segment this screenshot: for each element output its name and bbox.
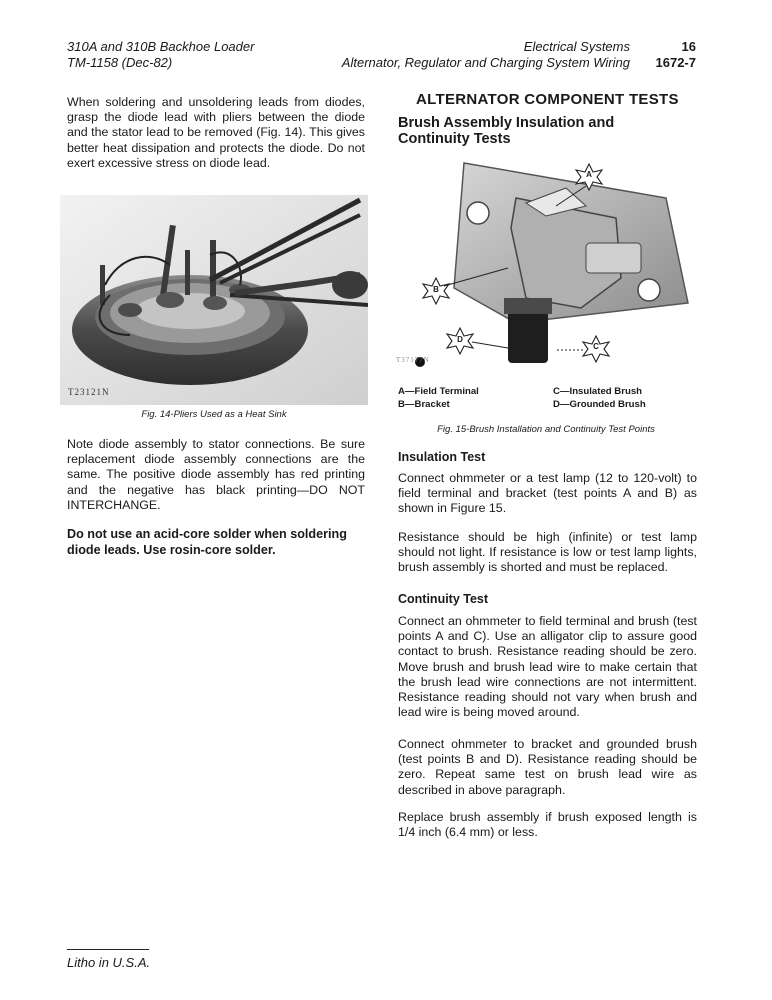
legend-d: D—Grounded Brush (553, 399, 646, 410)
continuity-paragraph-3: Replace brush assembly if brush exposed length is 1/4 inch (6.4 mm) or less. (398, 810, 697, 840)
continuity-paragraph-1: Connect an ohmmeter to field terminal and brush (test points A and C). Use an alligator clip to assure good contact to brush. Resistance reading should be zero. Move brush and brush lead wire to make certain that the brush lead wire connections are not intermittent. Resistance reading should not vary when brush and lead wire is being moved around. (398, 614, 697, 720)
main-heading: ALTERNATOR COMPONENT TESTS (416, 91, 679, 108)
header-model: 310A and 310B Backhoe Loader (67, 39, 255, 54)
section-number: 1672-7 (655, 55, 696, 70)
figure-15-caption: Fig. 15-Brush Installation and Continuity Test Points (437, 424, 655, 435)
continuity-paragraph-2: Connect ohmmeter to bracket and grounded brush (test points B and D). Resistance reading should be zero. Repeat same test on brush lead wire as described in above paragraph. (398, 737, 697, 797)
legend-b: B—Bracket (398, 399, 450, 410)
header-section-title: Electrical Systems (523, 39, 630, 54)
header-manual-id: TM-1158 (Dec-82) (67, 55, 173, 70)
callout-b: B (433, 285, 439, 294)
insulation-paragraph-2: Resistance should be high (infinite) or test lamp should not light. If resistance is low or test lamp lights, brush assembly is shorted and must be replaced. (398, 530, 697, 575)
legend-a: A—Field Terminal (398, 386, 479, 397)
note-paragraph: Note diode assembly to stator connections. Be sure replacement diode assembly connections are the same. The positive diode assembly has red printing and the negative has black printing—DO NOT INTERCHANGE. (67, 437, 365, 512)
callout-c: C (593, 342, 599, 351)
figure-14-caption: Fig. 14-Pliers Used as a Heat Sink (141, 409, 287, 420)
page-number: 16 (681, 39, 696, 54)
figure-14-photo (60, 195, 368, 405)
insulation-paragraph-1: Connect ohmmeter or a test lamp (12 to 120-volt) to field terminal and bracket (test points A and B) as shown in Figure 15. (398, 471, 697, 516)
footer-litho: Litho in U.S.A. (67, 955, 151, 970)
header-section-subtitle: Alternator, Regulator and Charging System Wiring (341, 55, 630, 70)
figure-15-photo-id: T37177N (396, 356, 430, 364)
callout-layer (396, 158, 696, 380)
callout-a: A (586, 170, 592, 179)
callout-d: D (457, 335, 463, 344)
footer-rule (67, 949, 149, 950)
stator-diode-pliers-illustration (60, 195, 368, 405)
sub-heading: Brush Assembly Insulation and Continuity Tests (398, 115, 615, 147)
legend-c: C—Insulated Brush (553, 386, 643, 397)
figure-14-photo-id: T23121N (68, 387, 110, 397)
continuity-heading: Continuity Test (398, 592, 489, 606)
intro-paragraph: When soldering and unsoldering leads from diodes, grasp the diode lead with pliers between the diode and the stator lead to be removed (Fig. 14). This gives better heat dissipation and protects the diode. Do not exert excessive stress on diode lead. (67, 95, 365, 170)
insulation-heading: Insulation Test (398, 450, 486, 464)
solder-warning: Do not use an acid-core solder when soldering diode leads. Use rosin-core solder. (67, 527, 347, 557)
figure-15-photo (396, 158, 696, 380)
